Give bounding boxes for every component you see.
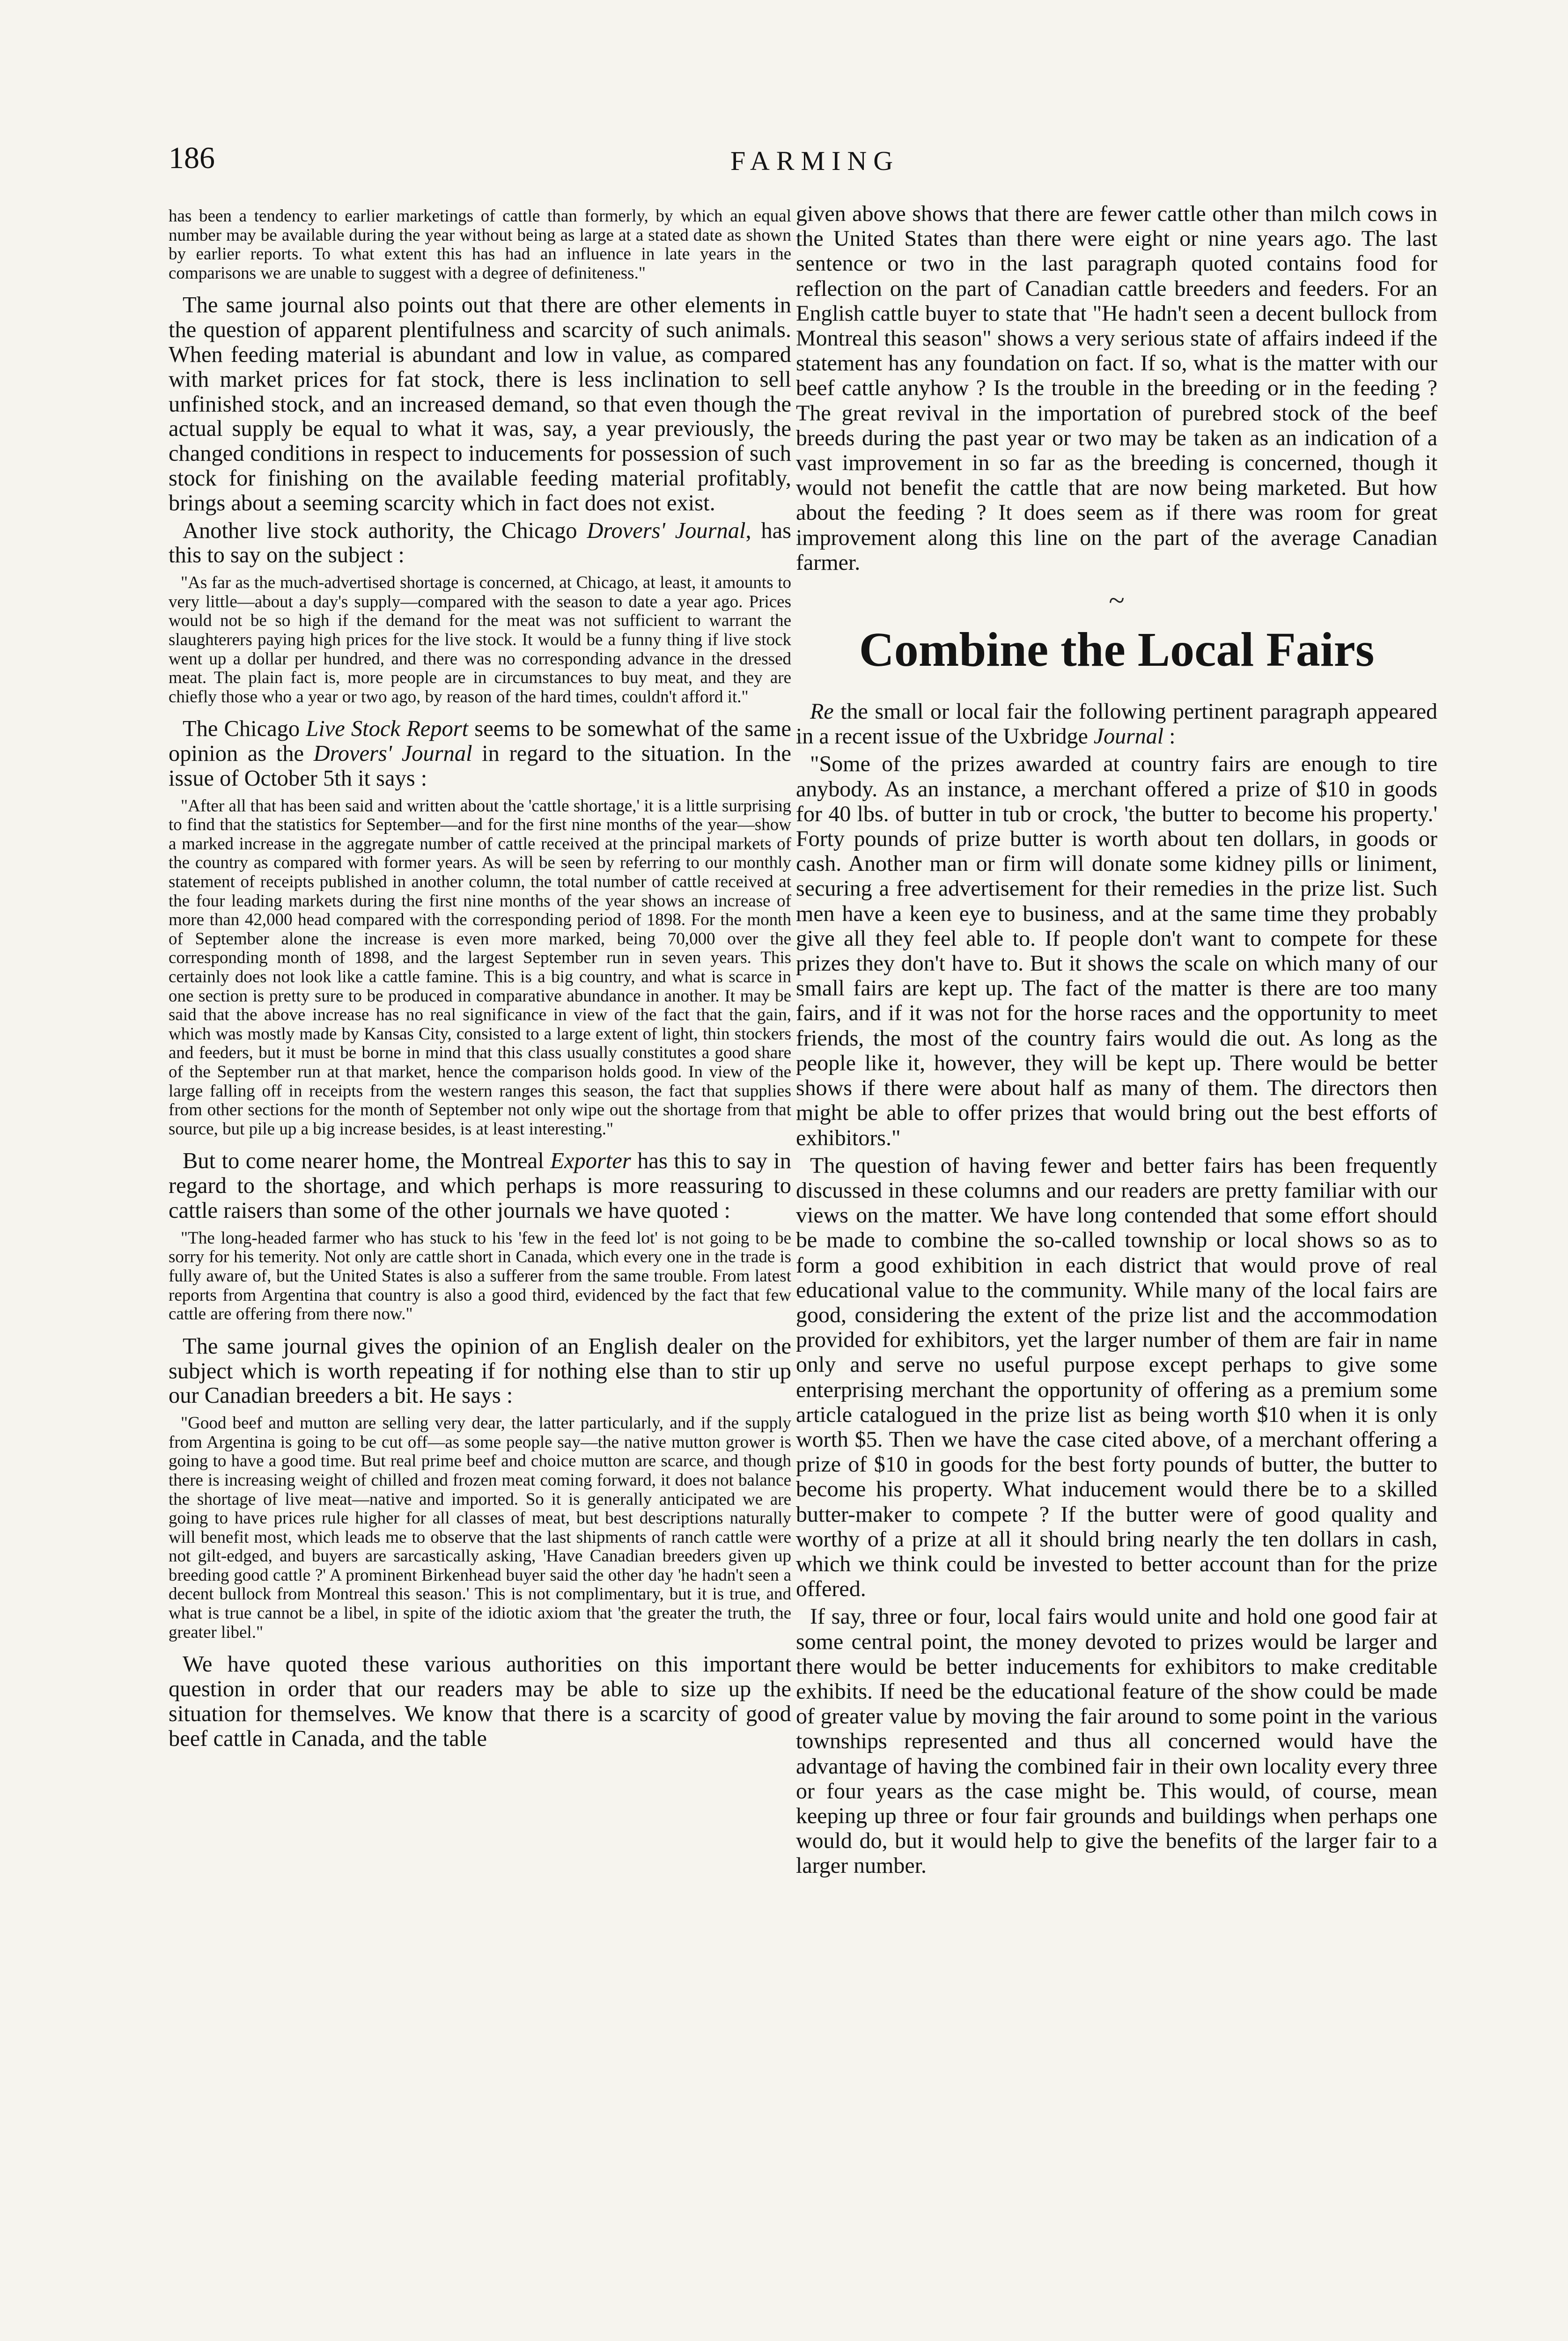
ornament-icon: ~ — [1109, 585, 1125, 617]
publication-name: Drovers' Journal — [313, 741, 472, 766]
page-header — [0, 0, 1568, 197]
publication-name: Drovers' Journal — [587, 518, 746, 543]
left-column — [169, 201, 791, 1754]
right-column — [796, 201, 1437, 1881]
block-quote: "As far as the much-advertised shortage is concerned, at Chicago, at least, it amounts to very little—about a day's supply—compared with the season to date a year ago. Prices would not be so high if the demand for the meat was not sufficient to warrant the slaughterers paying high prices for the live stock. It would be a funny thing if live stock went up a dollar per hundred, and there was no corresponding advance in the dressed meat. The plain fact is, more people are in circumstances to buy meat, and they are chiefly those who a year or two ago, by reason of the hard times, couldn't afford it." — [169, 573, 791, 707]
paragraph: We have quoted these various authorities on this important question in order that our readers may be able to size up the situation for themselves. We know that there is a scarcity of good beef cattle in Canada, and the table — [169, 1652, 791, 1751]
block-quote: "Good beef and mutton are selling very dear, the latter particularly, and if the supply from Argentina is going to be cut off—as some people say—the native mutton grower is going to have a good time. But real prime beef and choice mutton are scarce, and though there is increasing weight of chilled and frozen meat coming forward, it does not balance the shortage of live meat—native and imported. So it is generally anticipated we are going to have prices rule higher for all classes of meat, but best descriptions naturally will benefit most, which leads me to observe that the last shipments of ranch cattle were not gilt-edged, and buyers are sarcastically asking, 'Have Canadian breeders given up breeding good cattle ?' A prominent Birkenhead buyer said the other day 'he hadn't seen a decent bullock from Montreal this season.' This is not complimentary, but it is true, and what is true cannot be a libel, in spite of the idiotic axiom that 'the greater the truth, the greater libel." — [169, 1413, 791, 1642]
paragraph: If say, three or four, local fairs would unite and hold one good fair at some central point, the money devoted to prizes would be larger and there would be better inducements for exhibitors to make creditable exhibits. If need be the educational feature of the show could be made of greater value by moving the fair around to some point in the various townships represented and thus all concerned would have the advantage of having the combined fair in their own locality every three or four years as the case might be. This would, of course, mean keeping up three or four fair grounds and buildings when perhaps one would do, but it would help to give the benefits of the larger fair to a larger number. — [796, 1604, 1437, 1878]
publication-name: Live Stock Report — [306, 716, 469, 742]
paragraph: But to come nearer home, the Montreal Exporter has this to say in regard to the shortage, and which perhaps is more reassuring to cattle raisers than some of the other journals we have quoted : — [169, 1148, 791, 1223]
paragraph: The same journal also points out that there are other elements in the question of apparent plentifulness and scarcity of such animals. When feeding material is abundant and low in value, as compared with market prices for fat stock, there is less inclination to sell unfinished stock, and an increased demand, so that even though the actual supply be equal to what it was, say, a year previously, the changed conditions in respect to inducements for possession of such stock for finishing on the available feeding material profitably, brings about a seeming scarcity which in fact does not exist. — [169, 293, 791, 515]
publication-name: Journal — [1093, 724, 1164, 749]
paragraph-continuation: given above shows that there are fewer cattle other than milch cows in the United States than there were eight or nine years ago. The last sentence or two in the last paragraph quoted contains food for reflection on the part of Canadian cattle breeders and feeders. For an English cattle buyer to state that "He hadn't seen a decent bullock from Montreal this season" shows a very serious state of affairs indeed if the statement has any foundation on fact. If so, what is the matter with our beef cattle anyhow ? Is the trouble in the breeding or in the feeding ? The great revival in the importation of purebred stock of the beef breeds during the past year or two may be taken as an indication of a vast improvement in so far as the breeding is concerned, though it would not benefit the cattle that are now being marketed. But how about the feeding ? It does seem as if there was room for great improvement along this line on the part of the average Canadian farmer. — [796, 201, 1437, 575]
quote-continuation: has been a tendency to earlier marketings of cattle than formerly, by which an equal number may be available during the year without being as large at a stated date as shown by earlier reports. To what extent this has had an influence in late years in the comparisons we are unable to suggest with a degree of definiteness." — [169, 206, 791, 283]
section-title: Combine the Local Fairs — [859, 623, 1375, 677]
page-number: 186 — [169, 141, 215, 175]
publication-name: Exporter — [550, 1148, 631, 1174]
block-quote: "The long-headed farmer who has stuck to his 'few in the feed lot' is not going to be sorry for his temerity. Not only are cattle short in Canada, which every one in the trade is fully aware of, but the United States is also a sufferer from the same trouble. From latest reports from Argentina that country is also a good third, evidenced by the fact that few cattle are offering from there now." — [169, 1228, 791, 1324]
running-title: FARMING — [730, 146, 900, 176]
paragraph: The Chicago Live Stock Report seems to be somewhat of the same opinion as the Drovers' Journal in regard to the situation. In the issue of October 5th it says : — [169, 716, 791, 791]
block-quote: "After all that has been said and written about the 'cattle shortage,' it is a little surprising to find that the statistics for September—and for the first nine months of the year—show a marked increase in the aggregate number of cattle received at the principal markets of the country as compared with former years. As will be seen by referring to our monthly statement of receipts published in another column, the total number of cattle received at the four leading markets during the first nine months of the year shows an increase of more than 42,000 head compared with the corresponding period of 1898. For the month of September alone the increase is even more marked, being 70,000 over the corresponding month of 1898, and the largest September run in seven years. This certainly does not look like a cattle famine. This is a big country, and what is scarce in one section is pretty sure to be produced in comparative abundance in another. It may be said that the above increase has no real significance in view of the fact that the gain, which was mostly made by Kansas City, consisted to a large extent of light, thin stockers and feeders, but it must be borne in mind that this class usually constitutes a good share of the September run at that market, hence the comparison holds good. In view of the large falling off in receipts from the western ranges this season, the fact that supplies from other sections for the month of September not only wipe out the shortage from that source, but pile up a big increase besides, is at least interesting." — [169, 796, 791, 1139]
paragraph: The same journal gives the opinion of an English dealer on the subject which is worth repeating if for nothing else than to stir up our Canadian breeders a bit. He says : — [169, 1333, 791, 1408]
quoted-paragraph: "Some of the prizes awarded at country fairs are enough to tire anybody. As an instance, a merchant offered a prize of $10 in goods for 40 lbs. of butter in tub or crock, 'the butter to become his property.' Forty pounds of prize butter is worth about ten dollars, in goods or cash. Another man or firm will donate some kidney pills or liniment, securing a free advertisement for their remedies in the prize list. Such men have a keen eye to business, and at the same time they probably give all they feel able to. If people don't want to compete for these prizes they don't have to. But it shows the scale on which many of our small fairs are kept up. The fact of the matter is there are too many fairs, and if it was not for the horse races and the opportunity to meet friends, the most of the country fairs would die out. As long as the people like it, however, they will be kept up. There would be better shows if there were about half as many of them. The directors then might be able to offer prizes that would bring out the best efforts of exhibitors." — [796, 751, 1437, 1150]
paragraph: Another live stock authority, the Chicago Drovers' Journal, has this to say on the subject : — [169, 518, 792, 568]
paragraph: The question of having fewer and better fairs has been frequently discussed in these columns and our readers are pretty familiar with our views on the matter. We have long contended that some effort should be made to combine the so-called township or local shows so as to form a good exhibition in each district that would prove of real educational value to the community. While many of the local fairs are good, considering the extent of the prize list and the accommodation provided for exhibitors, yet the larger number of them are fair in name only and serve no useful purpose except perhaps to give some enterprising merchant the opportunity of offering as a premium some article catalogued in the prize list as being worth $10 when it is only worth $5. Then we have the case cited above, of a merchant offering a prize of $10 in goods for the best forty pounds of butter, the butter to become his property. What inducement would there be to a skilled butter-maker to compete ? If the butter were of good quality and worthy of a prize at all it should bring nearly the ten dollars in cash, which we think could be invested to better account than for the prize offered. — [796, 1153, 1437, 1602]
paragraph: Re the small or local fair the following pertinent paragraph appeared in a recent issue of the Uxbridge Journal : — [796, 699, 1437, 749]
